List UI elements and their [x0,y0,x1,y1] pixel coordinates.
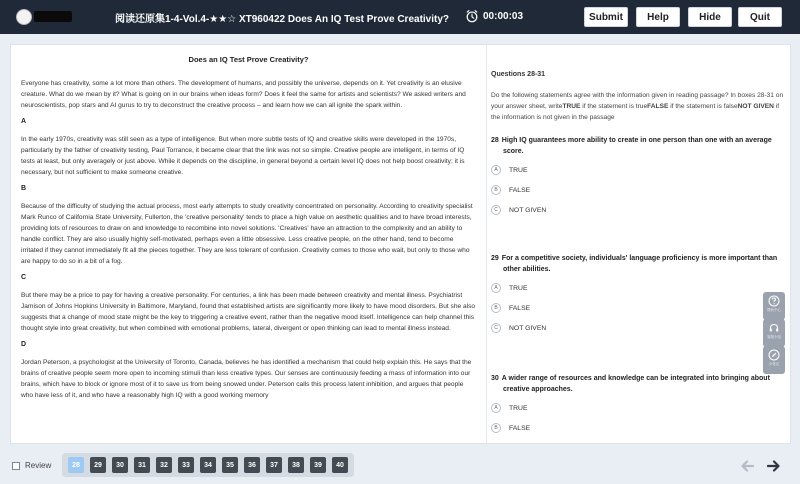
section-text-c: But there may be a price to pay for having a creative personality. For centuries, a link has been made between creativity and mental illness. Psychiatrist Jamison of Johns Hopkins University in Baltimore, Maryland, found that established artists are significantly more likely to have mood disorders. But she also suggests that a change of mood state might be the key to triggering a creative event, rather than the negative mood itself. Intelligence can help channel this thought style into great creativity, but when combined with emotional problems, lateral, divergent or open thinking can lead to mental illness instead. [21,292,476,332]
question-28-number: 28 [491,137,499,144]
option-30-b[interactable] [491,421,784,435]
question-nav-button[interactable]: 38 [288,457,304,473]
question-28-statement: High IQ guarantees more ability to create in one person than one with an average score. [501,137,772,155]
arrow-right-icon [767,460,781,472]
option-label: FALSE [509,304,531,312]
keyword-true: TRUE [562,103,581,110]
instructions-text-c: if the statement is false [668,103,738,110]
section-text-b: Because of the difficulty of studying the actual process, most early attempts to study creativity concentrated on personality. According to creativity specialist Mark Runco of California State University, Fullerton, the 'creative personality' tends to place a high value on aesthetic qualities and to have broad interests, providing lots of resources to draw on and knowledge to recombine into novel solutions. 'Creatives' have an attraction to the complexity and an ability to handle conflict. They are also usually highly self-motivated, perhaps even a little obsessive. Less creative people, on the other hand, tend to become irritated if they cannot immediately fit all the pieces together. They are less tolerant of confusion. Creativity comes to those who wait, but only to those who are happy to do so in a bit of a fog. [21,203,473,265]
question-nav-button[interactable]: 32 [156,457,172,473]
option-29-b[interactable] [491,301,784,315]
instructions-text-a: Do the following statements agree with the information given in reading passage? In boxes 28-31 on your answer sheet, write [491,92,784,110]
section-label-b: B [21,185,27,192]
question-nav-button[interactable]: 33 [178,457,194,473]
question-nav-button[interactable]: 39 [310,457,326,473]
reading-passage-pane[interactable] [11,45,486,444]
question-29 [491,253,784,335]
option-28-c[interactable] [491,203,784,217]
instructions-text-d: if the information is not given in the passage [491,103,780,121]
question-nav-button[interactable]: 31 [134,457,150,473]
question-28 [491,135,784,217]
question-navigator [62,453,354,477]
support-tool[interactable] [763,319,785,347]
question-circle-icon [768,295,780,307]
hide-button[interactable]: Hide [688,7,732,27]
question-nav-button[interactable]: 30 [112,457,128,473]
section-label-a: A [21,118,27,125]
radio-circle[interactable]: B [491,185,501,195]
question-29-text [491,253,784,275]
passage-title: Does an IQ Test Prove Creativity? [188,55,309,64]
option-label: NOT GIVEN [509,324,547,332]
radio-circle[interactable]: A [491,283,501,293]
help-center-tool[interactable] [763,292,785,320]
question-nav-button[interactable]: 36 [244,457,260,473]
username-redacted [34,11,72,22]
option-29-c[interactable] [491,321,784,335]
option-29-a[interactable] [491,281,784,295]
support-caption: 客服小组 [767,335,781,339]
checkbox-box[interactable] [12,462,20,470]
radio-circle[interactable]: C [491,323,501,333]
review-checkbox[interactable] [12,461,51,470]
help-center-caption: 帮助中心 [767,308,781,312]
question-29-number: 29 [491,255,499,262]
questions-instructions [491,90,784,123]
option-28-b[interactable] [491,183,784,197]
test-card [10,44,791,444]
bottom-bar [0,448,800,484]
radio-circle[interactable]: A [491,403,501,413]
option-label: NOT GIVEN [509,206,547,214]
notes-tool[interactable] [763,346,785,374]
option-label: TRUE [509,284,528,292]
questions-pane[interactable] [491,45,791,444]
pane-divider[interactable] [486,45,487,444]
radio-circle[interactable]: A [491,165,501,175]
notes-caption: 小笔记 [768,362,780,366]
section-text-a: In the early 1970s, creativity was still seen as a type of intelligence. But when more subtle tests of IQ and creative skills were developed in the 1970s, particularly by the father of creativity testing, Paul Torrance, it became clear that the link was not so simple. Creative people are intelligent, in terms of IQ tests at least, but only averagely or just above. While it depends on the discipline, in general beyond a certain level IQ does not help boost creativity; it is necessary, but not sufficient to make someone creative. [21,136,465,176]
next-question-button[interactable] [765,458,783,474]
spacer [491,341,784,373]
question-nav-button[interactable]: 35 [222,457,238,473]
previous-question-button[interactable] [738,458,756,474]
option-label: FALSE [509,424,531,432]
timer-display: 00:00:03 [483,11,524,22]
keyword-not-given: NOT GIVEN [737,103,774,110]
avatar[interactable] [16,9,32,25]
question-30-statement: A wider range of resources and knowledge can be integrated into bringing about creative approaches. [501,375,770,393]
instructions-text-b: if the statement is true [580,103,648,110]
radio-circle[interactable]: B [491,303,501,313]
questions-heading: Questions 28-31 [491,71,546,78]
keyword-false: FALSE [647,103,669,110]
review-label: Review [25,461,52,470]
alarm-clock-icon [465,9,479,23]
test-title: 阅读还原集1-4-Vol.4-★★☆ XT960422 Does An IQ Test Prove Creativity? [115,14,450,25]
option-label: TRUE [509,166,528,174]
option-30-a[interactable] [491,401,784,415]
question-nav-button[interactable]: 40 [332,457,348,473]
question-29-statement: For a competitive society, individuals' language proficiency is more important than other abilities. [501,255,778,273]
section-label-d: D [21,341,27,348]
question-nav-button[interactable]: 34 [200,457,216,473]
top-bar [0,0,800,34]
question-nav-button[interactable]: 28 [68,457,84,473]
option-28-a[interactable] [491,163,784,177]
option-label: TRUE [509,404,528,412]
section-text-d: Jordan Peterson, a psychologist at the University of Toronto, Canada, believes he has identified a mechanism that could help explain this. He says that the brains of creative people seem more open to incoming stimuli than less creative types. Our senses are continuously feeding a mass of information into our brains, which have to block or ignore most of it to save us from being snowed under. Peterson calls this process latent inhibition, and argues that people who have less of it, and who have a reasonably high IQ with a good working memory [21,359,472,399]
question-30 [491,373,784,435]
passage-intro: Everyone has creativity, some a lot more than others. The development of humans, and possibly the universe, depends on it. Yet creativity is an elusive creature. What do we mean by it? What is going on in our brains when ideas form? Does it feel the same for artists and scientists? We asked writers and neuroscientists, pop stars and AI gurus to try to deconstruct the creative process – and learn how we can all ignite the spark within. [21,80,466,109]
pen-icon [768,349,780,361]
arrow-left-icon [740,460,754,472]
question-nav-button[interactable]: 37 [266,457,282,473]
question-28-text [491,135,784,157]
radio-circle[interactable]: B [491,423,501,433]
quit-button[interactable]: Quit [738,7,782,27]
section-label-c: C [21,274,27,281]
submit-button[interactable]: Submit [584,7,628,27]
radio-circle[interactable]: C [491,205,501,215]
option-label: FALSE [509,186,531,194]
question-30-text [491,373,784,395]
help-button[interactable]: Help [636,7,680,27]
headset-icon [768,322,780,334]
question-nav-button[interactable]: 29 [90,457,106,473]
spacer [491,223,784,253]
question-30-number: 30 [491,375,499,382]
